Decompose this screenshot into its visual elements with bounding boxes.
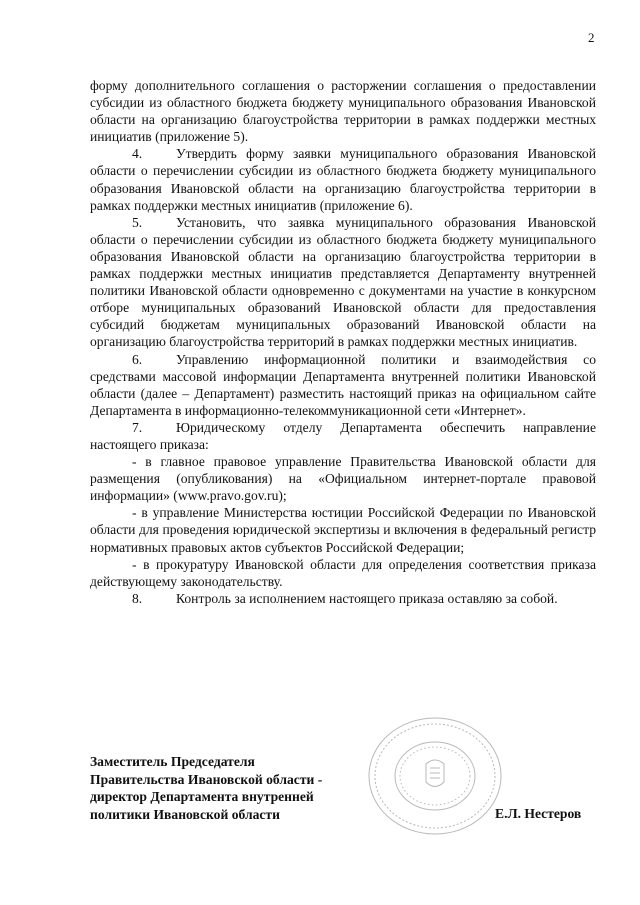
signatory-position <box>90 753 322 823</box>
paragraph-text: Утвердить форму заявки муниципального образования Ивановской области о перечислении субсидии из областного бюджета бюджету муниципального образования Ивановской области на организацию благоустройства территории в рамках поддержки местных инициатив (приложение 6). <box>90 146 596 213</box>
paragraph-item-8 <box>90 590 596 607</box>
signatory-position-line: директор Департамента внутренней <box>90 789 314 804</box>
paragraph-subitem-legal-department <box>90 453 596 504</box>
paragraph-text: - в главное правовое управление Правительства Ивановской области для размещения (опубликования) на «Официальном интернет-портале правовой информации» (www.pravo.gov.ru); <box>90 454 596 504</box>
paragraph-text: Контроль за исполнением настоящего приказа оставляю за собой. <box>176 590 558 606</box>
paragraph-text: Управлению информационной политики и взаимодействия со средствами массовой информации Департамента внутренней политики Ивановской области (далее – Департамент) разместить настоящий приказ на официальном сайте Департамента в информационно-телекоммуникационной сети «Интернет». <box>90 351 596 418</box>
signatory-position-line: Правительства Ивановской области - <box>90 771 323 787</box>
paragraph-number: 4. <box>132 146 143 162</box>
paragraph-subitem-ministry-justice <box>90 504 596 555</box>
paragraph-number: 7. <box>132 419 143 435</box>
signatory-position-line: политики Ивановской области <box>90 806 280 822</box>
paragraph-number: 6. <box>132 351 143 367</box>
signatory-name: Е.Л. Нестеров <box>495 806 582 821</box>
paragraph-text: Юридическому отделу Департамента обеспечить направление настоящего приказа: <box>90 419 596 452</box>
document-body <box>90 77 596 607</box>
paragraph-item-4 <box>90 145 596 213</box>
paragraph-subitem-prosecutor <box>90 556 596 590</box>
paragraph-item-5 <box>90 214 596 351</box>
signatory-position-line: Заместитель Председателя <box>90 754 255 769</box>
paragraph-continuation <box>90 77 596 145</box>
paragraph-item-6 <box>90 351 596 419</box>
paragraph-number: 5. <box>132 214 143 230</box>
paragraph-text: Установить, что заявка муниципального образования Ивановской области о перечислении субсидии из областного бюджета бюджету муниципального образования Ивановской области на организацию благоустройства территории в рамках поддержки местных инициатив представляется Департаменту внутренней политики Ивановской области одновременно с документами на участие в конкурсном отборе муниципальных образований Ивановской области для предоставления субсидий бюджетам муниципальных образований Ивановской области на организацию благоустройства территорий в рамках поддержки местных инициатив. <box>90 214 596 350</box>
paragraph-text: - в управление Министерства юстиции Российской Федерации по Ивановской области для проведения юридической экспертизы и включения в федеральный регистр нормативных правовых актов субъектов Российской Федерации; <box>90 505 596 555</box>
paragraph-number: 8. <box>132 590 143 606</box>
paragraph-text: форму дополнительного соглашения о расторжении соглашения о предоставлении субсидии из областного бюджета бюджету муниципального образования Ивановской области на организацию благоустройства территории в рамках поддержки местных инициатив (приложение 5). <box>90 78 596 145</box>
paragraph-text: - в прокуратуру Ивановской области для определения соответствия приказа действующему законодательству. <box>90 556 596 589</box>
page-number: 2 <box>588 30 595 45</box>
paragraph-item-7 <box>90 419 596 453</box>
official-seal-stamp-icon <box>360 712 510 840</box>
